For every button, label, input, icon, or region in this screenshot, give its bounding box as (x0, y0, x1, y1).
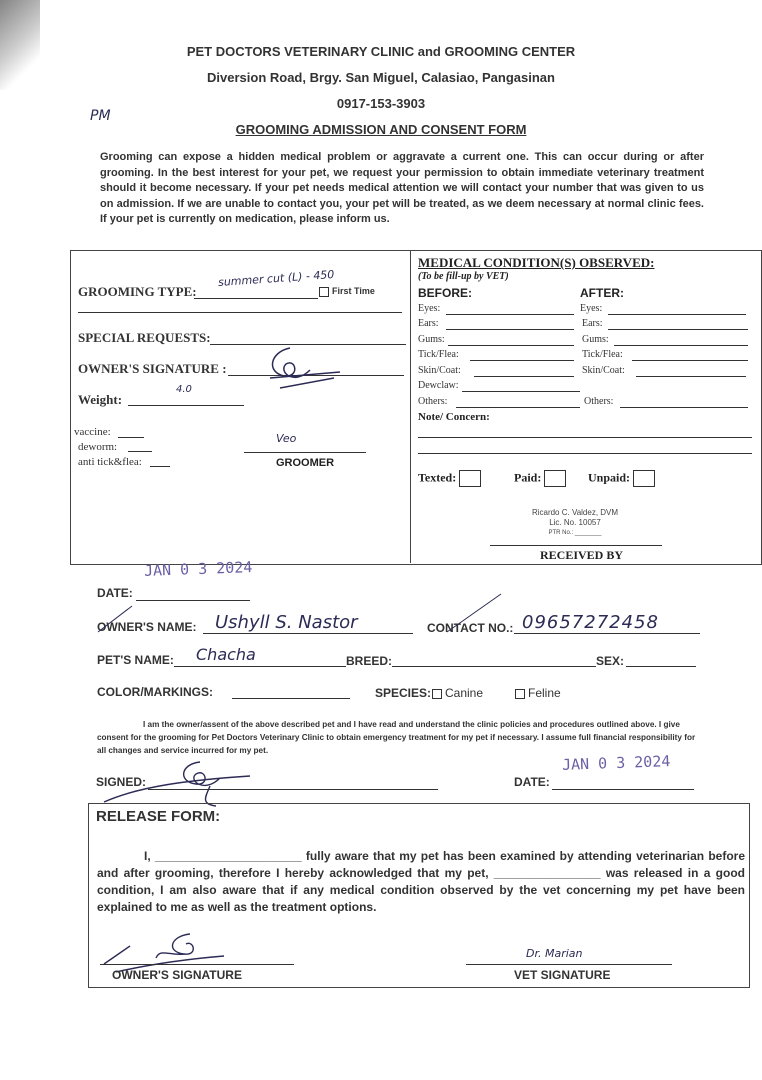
breed-label: BREED: (346, 654, 393, 668)
vet-stamp-lic: Lic. No. 10057 (549, 518, 601, 527)
margin-note: PM (90, 108, 111, 124)
after-ears: Ears: (582, 318, 603, 329)
pet-name-value[interactable]: Chacha (196, 645, 256, 664)
after-others-line (620, 407, 748, 408)
texted-field (418, 470, 481, 487)
release-owner-line (100, 964, 294, 965)
before-label: BEFORE: (418, 286, 472, 300)
date-label: DATE: (97, 586, 133, 600)
before-skin-line (474, 376, 574, 377)
paid-label: Paid: (514, 470, 542, 485)
before-eyes-line (446, 314, 574, 315)
owner-name-value[interactable]: Ushyll S. Nastor (215, 612, 358, 633)
first-time-label: First Time (332, 286, 375, 296)
vet-stamp-name: Ricardo C. Valdez, DVM (531, 508, 619, 517)
form-title: GROOMING ADMISSION AND CONSENT FORM (235, 122, 527, 137)
vaccine-line (118, 437, 144, 438)
vet-stamp (520, 508, 630, 538)
contact-label: CONTACT NO.: (427, 621, 514, 635)
note-line-1 (418, 437, 752, 438)
deworm-label: deworm: (78, 441, 118, 453)
date2-line[interactable] (552, 789, 694, 790)
paid-field (514, 470, 566, 487)
weight-label: Weight: (78, 392, 123, 407)
clinic-name: PET DOCTORS VETERINARY CLINIC and GROOMING CENTER (186, 44, 576, 59)
owner-slash (96, 604, 136, 634)
breed-line[interactable] (392, 666, 596, 667)
vet-signature-label: VET SIGNATURE (514, 968, 611, 982)
after-gums: Gums: (582, 334, 609, 345)
release-owner-label: OWNER'S SIGNATURE (112, 968, 242, 982)
groomer-label: GROOMER (276, 457, 335, 469)
special-requests-label: SPECIAL REQUESTS: (78, 330, 211, 345)
note-label: Note/ Concern: (418, 411, 490, 423)
owner-signature-label: OWNER'S SIGNATURE : (78, 361, 227, 376)
grooming-type-label: GROOMING TYPE: (78, 284, 197, 299)
after-gums-line (614, 345, 748, 346)
release-text: I, ______________________ fully aware that my pet has been examined by attending veterinarian before and after grooming, therefore I hereby acknowledged that my pet, ________________ was released in a good condition, I am also aware that if any medical condition observed by the vet concerning my pet have been explained to me as well as the treatment options. (97, 849, 745, 914)
after-eyes: Eyes: (580, 303, 603, 314)
before-tick-line (470, 360, 574, 361)
before-dewclaw-line (462, 391, 580, 392)
date-line[interactable] (136, 600, 250, 601)
received-by-line (490, 545, 662, 546)
date2-stamp: JAN 0 3 2024 (561, 752, 671, 774)
texted-checkbox[interactable] (459, 470, 481, 487)
before-gums-line (448, 345, 574, 346)
after-skin-line (636, 376, 746, 377)
contact-line (514, 633, 700, 634)
groomer-value[interactable]: Veo (276, 432, 297, 445)
canine-label: Canine (445, 686, 484, 700)
clinic-address: Diversion Road, Brgy. San Miguel, Calasiao, Pangasinan (207, 70, 555, 85)
release-title: RELEASE FORM: (96, 808, 221, 825)
color-line[interactable] (232, 698, 350, 699)
vaccine-label: vaccine: (74, 426, 111, 438)
species-label: SPECIES: (375, 686, 432, 700)
after-tick: Tick/Flea: (582, 349, 623, 360)
sex-line[interactable] (626, 666, 696, 667)
weight-value[interactable]: 4.0 (176, 384, 192, 395)
grooming-type-line-2 (78, 312, 402, 313)
medical-subtitle: (To be fill-up by VET) (418, 271, 509, 282)
after-eyes-line (608, 314, 746, 315)
after-label: AFTER: (580, 286, 624, 300)
deworm-line (128, 451, 152, 452)
grooming-type-line (194, 298, 318, 299)
before-ears-line (446, 329, 574, 330)
canine-option[interactable] (432, 686, 483, 700)
date2-label: DATE: (514, 775, 550, 789)
vet-stamp-ptr: PTR No.: ________ (548, 530, 602, 536)
vet-signature-line (466, 964, 672, 965)
before-others-line (456, 407, 580, 408)
pet-name-line (174, 666, 346, 667)
before-ears: Ears: (418, 318, 439, 329)
medical-title: MEDICAL CONDITION(S) OBSERVED: (418, 255, 655, 270)
before-skin: Skin/Coat: (418, 365, 461, 376)
before-others: Others: (418, 396, 448, 407)
feline-checkbox[interactable] (515, 689, 525, 699)
unpaid-checkbox[interactable] (633, 470, 655, 487)
before-dewclaw: Dewclaw: (418, 380, 459, 391)
sex-label: SEX: (596, 654, 625, 668)
feline-label: Feline (528, 686, 561, 700)
vet-signature-value: Dr. Marian (526, 947, 583, 960)
intro-paragraph: Grooming can expose a hidden medical problem or aggravate a current one. This can occur during or after grooming. In the best interest for your pet, we request your permission to obtain immediate veterinary treatment should it become necessary. If your pet needs medical attention we will contact your number that was given to us on admission. If we are unable to contact you, your pet will be treated, as we deem necessary at normal clinic fees. If your pet is currently on medication, please inform us. (100, 151, 704, 226)
pet-name-label: PET'S NAME: (97, 653, 174, 667)
contact-slash (445, 592, 505, 634)
before-gums: Gums: (418, 334, 445, 345)
texted-label: Texted: (418, 470, 457, 485)
first-time-box[interactable] (319, 287, 329, 297)
anti-tick-label: anti tick&flea: (78, 456, 142, 468)
color-label: COLOR/MARKINGS: (97, 685, 213, 699)
signed-label: SIGNED: (96, 775, 147, 789)
clinic-phone: 0917-153-3903 (336, 96, 426, 111)
before-eyes: Eyes: (418, 303, 441, 314)
paid-checkbox[interactable] (544, 470, 566, 487)
owner-signature-mark (250, 342, 350, 392)
after-skin: Skin/Coat: (582, 365, 625, 376)
after-ears-line (608, 329, 748, 330)
consent-text: I am the owner/assent of the above described pet and I have read and understand the clinic policies and procedures outlined above. I give consent for the grooming for Pet Doctors Veterinary Clinic to obtain emergency treatment for my pet if necessary. I assume full financial responsibility for all changes and service incurred for my pet. (97, 720, 696, 755)
groomer-line (244, 452, 366, 453)
after-tick-line (632, 360, 748, 361)
weight-line (128, 405, 244, 406)
box-divider (410, 251, 411, 563)
unpaid-field (588, 470, 655, 487)
contact-value[interactable]: 09657272458 (522, 612, 659, 633)
canine-checkbox[interactable] (432, 689, 442, 699)
owner-name-line (203, 633, 413, 634)
grooming-type-value[interactable]: summer cut (L) - 450 (217, 267, 335, 290)
anti-tick-line (150, 466, 170, 467)
after-others: Others: (584, 396, 614, 407)
owner-name-label: OWNER'S NAME: (97, 620, 197, 634)
unpaid-label: Unpaid: (588, 470, 631, 485)
note-line-2 (418, 453, 752, 454)
first-time-checkbox[interactable] (319, 286, 375, 297)
date-stamp: JAN 0 3 2024 (143, 558, 253, 580)
before-tick: Tick/Flea: (418, 349, 459, 360)
feline-option[interactable] (515, 686, 561, 700)
received-by-label: RECEIVED BY (540, 548, 624, 562)
